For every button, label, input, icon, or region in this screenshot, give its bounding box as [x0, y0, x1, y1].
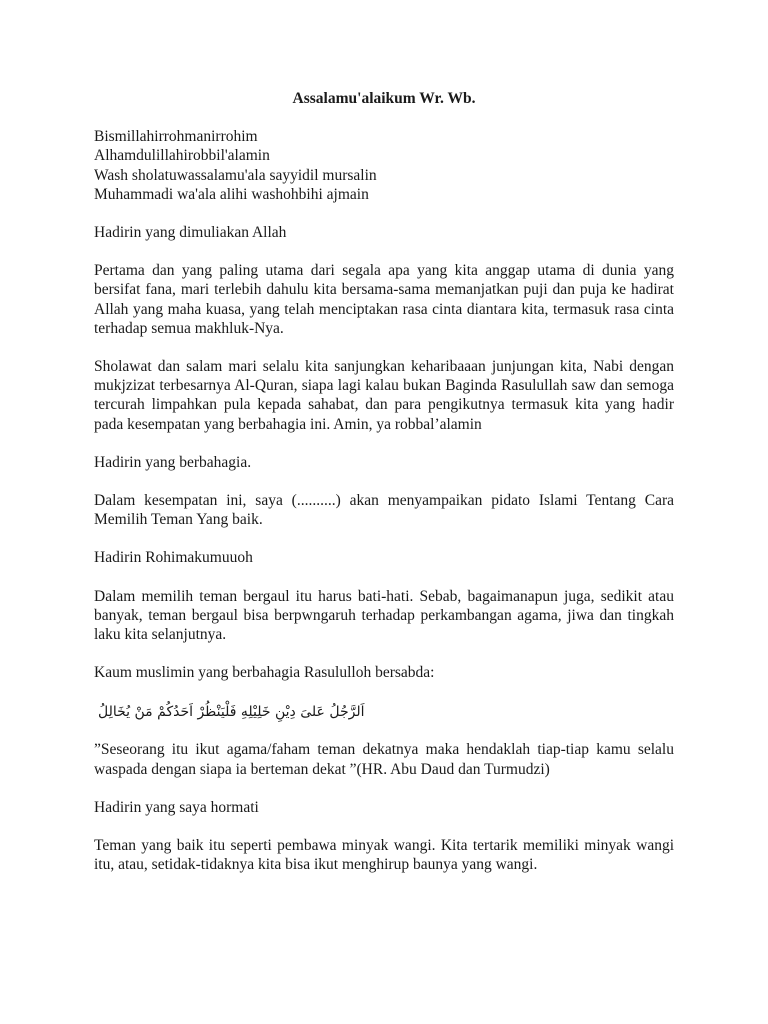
arabic-hadith [94, 701, 674, 723]
paragraph: Teman yang baik itu seperti pembawa minyak wangi. Kita tertarik memiliki minyak wangi itu, atau, setidak-tidaknya kita bisa ikut menghirup baunya yang wangi. [94, 837, 674, 874]
salutation-title: Assalamu'alaikum Wr. Wb. [292, 90, 476, 107]
paragraph: Sholawat dan salam mari selalu kita sanjungkan keharibaaan junjungan kita, Nabi dengan mukjzizat terbesarnya Al-Quran, siapa lagi kalau bukan Baginda Rasulullah saw dan semoga tercurah limpahkan pula kepada sahabat, dan para pengikutnya termasuk kita yang hadir pada kesempatan yang berbahagia ini. Amin, ya robbal’alamin [94, 358, 674, 433]
paragraph: Pertama dan yang paling utama dari segala apa yang kita anggap utama di dunia yang bersifat fana, mari terlebih dahulu kita bersama-sama memanjatkan puji dan puja ke hadirat Allah yang maha kuasa, yang telah menciptakan rasa cinta diantara kita, termasuk rasa cinta terhadap semua makhluk-Nya. [94, 262, 674, 337]
opening-line: Muhammadi wa'ala alihi washohbihi ajmain [94, 185, 369, 203]
opening-line: Alhamdulillahirobbil'alamin [94, 147, 270, 165]
hadith-translation: ”Seseorang itu ikut agama/faham teman dekatnya maka hendaklah tiap-tiap kamu selalu waspada dengan siapa ia berteman dekat ”(HR. Abu Daud dan Turmudzi) [94, 741, 674, 778]
opening-line: Bismillahirrohmanirrohim [94, 128, 258, 146]
opening-line: Wash sholatuwassalamu'ala sayyidil mursalin [94, 166, 377, 184]
greeting-line: Hadirin yang saya hormati [94, 798, 259, 816]
greeting-line: Hadirin Rohimakumuuoh [94, 549, 253, 567]
document-page [94, 89, 674, 893]
arabic-text: اَلرَّجُلُ عَلىَ دِيْنِ خَلِيْلِهِ فَلْيَنْظُرْ اَحَدُكُمْ مَنْ يُخَالِلُ [98, 704, 365, 721]
paragraph: Dalam memilih teman bergaul itu harus bati-hati. Sebab, bagaimanapun juga, sedikit atau banyak, teman bergaul bisa berpwngaruh terhadap perkambangan agama, jiwa dan tingkah laku kita selanjutnya. [94, 587, 674, 644]
greeting-line: Kaum muslimin yang berbahagia Rasululloh bersabda: [94, 664, 435, 682]
opening-lines [94, 127, 674, 204]
greeting-line: Hadirin yang berbahagia. [94, 453, 252, 471]
paragraph: Dalam kesempatan ini, saya (..........) akan menyampaikan pidato Islami Tentang Cara Memilih Teman Yang baik. [94, 492, 674, 529]
greeting-line: Hadirin yang dimuliakan Allah [94, 224, 287, 242]
